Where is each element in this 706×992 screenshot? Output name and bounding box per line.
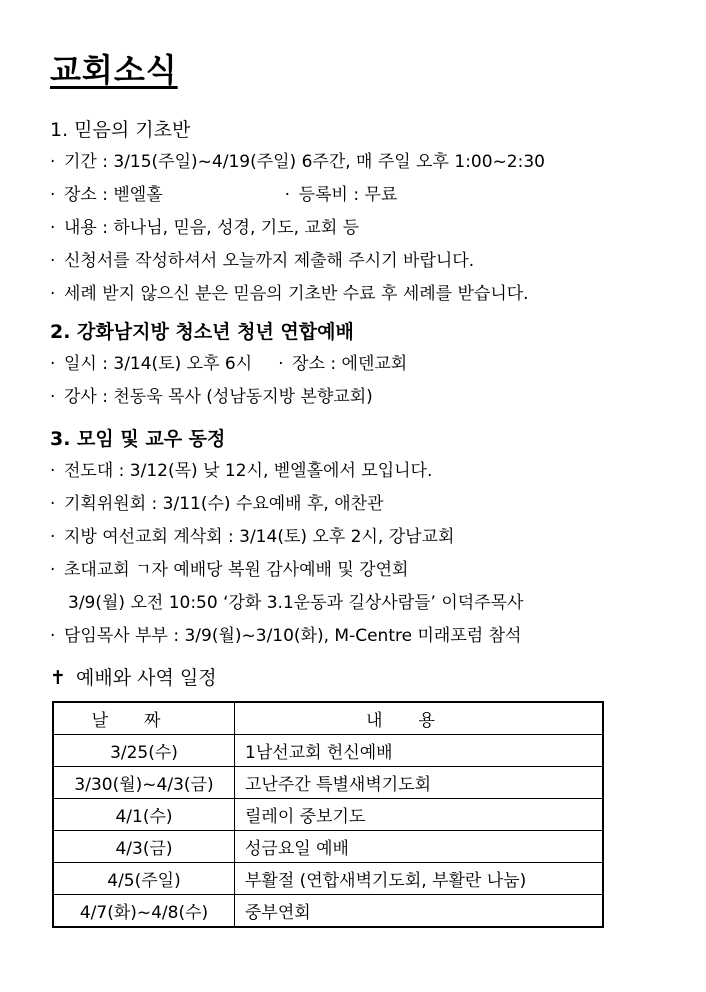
schedule-heading: ✝ 예배와 사역 일정: [50, 664, 217, 692]
column-header-date: 날짜: [53, 702, 235, 735]
table-row: [53, 863, 603, 895]
list-item: · 기획위원회 : 3/11(수) 수요예배 후, 애찬관: [50, 494, 384, 514]
content-cell: 고난주간 특별새벽기도회: [235, 767, 604, 799]
content-cell: 중부연회: [235, 895, 604, 928]
table-row: [53, 831, 603, 863]
section-heading: 2. 강화남지방 청소년 청년 연합예배: [50, 321, 354, 343]
list-item: · 일시 : 3/14(토) 오후 6시 · 장소 : 에덴교회: [50, 354, 408, 374]
date-cell: 4/1(수): [53, 799, 235, 831]
list-item-continuation: 3/9(월) 오전 10:50 ‘강화 3.1운동과 길상사람들’ 이덕주목사: [68, 593, 524, 613]
cross-icon: ✝: [50, 667, 66, 689]
table-header-row: [53, 702, 603, 735]
list-item: · 담임목사 부부 : 3/9(월)~3/10(화), M-Centre 미래포럼 참석: [50, 626, 522, 646]
section-3: [50, 425, 670, 657]
list-item: · 초대교회 ㄱ자 예배당 복원 감사예배 및 강연회: [50, 560, 409, 580]
list-item: · 강사 : 천동욱 목사 (성남동지방 본향교회): [50, 387, 373, 407]
table-row: [53, 735, 603, 767]
list-item: · 내용 : 하나님, 믿음, 성경, 기도, 교회 등: [50, 218, 360, 238]
table-row: [53, 767, 603, 799]
section-2: [50, 318, 670, 418]
content-cell: 부활절 (연합새벽기도회, 부활란 나눔): [235, 863, 604, 895]
list-item: · 신청서를 작성하셔서 오늘까지 제출해 주시기 바랍니다.: [50, 251, 475, 271]
schedule-table: [52, 701, 604, 928]
page-title: 교회소식: [50, 51, 178, 89]
content-cell: 성금요일 예배: [235, 831, 604, 863]
date-cell: 3/30(월)~4/3(금): [53, 767, 235, 799]
content-cell: 1남선교회 헌신예배: [235, 735, 604, 767]
section-heading: 1. 믿음의 기초반: [50, 119, 191, 141]
date-cell: 4/3(금): [53, 831, 235, 863]
section-1: [50, 116, 670, 315]
date-cell: 4/7(화)~4/8(수): [53, 895, 235, 928]
section-heading: 3. 모임 및 교우 동정: [50, 428, 226, 450]
table-row: [53, 895, 603, 928]
list-item: · 기간 : 3/15(주일)~4/19(주일) 6주간, 매 주일 오후 1:00~2:30: [50, 152, 545, 172]
list-item: · 장소 : 벧엘홀 · 등록비 : 무료: [50, 185, 398, 205]
content-cell: 릴레이 중보기도: [235, 799, 604, 831]
list-item: · 세례 받지 않으신 분은 믿음의 기초반 수료 후 세례를 받습니다.: [50, 284, 529, 304]
date-cell: 3/25(수): [53, 735, 235, 767]
list-item: · 지방 여선교회 계삭회 : 3/14(토) 오후 2시, 강남교회: [50, 527, 455, 547]
column-header-content: 내용: [235, 702, 604, 735]
table-row: [53, 799, 603, 831]
list-item: · 전도대 : 3/12(목) 낮 12시, 벧엘홀에서 모입니다.: [50, 461, 433, 481]
date-cell: 4/5(주일): [53, 863, 235, 895]
